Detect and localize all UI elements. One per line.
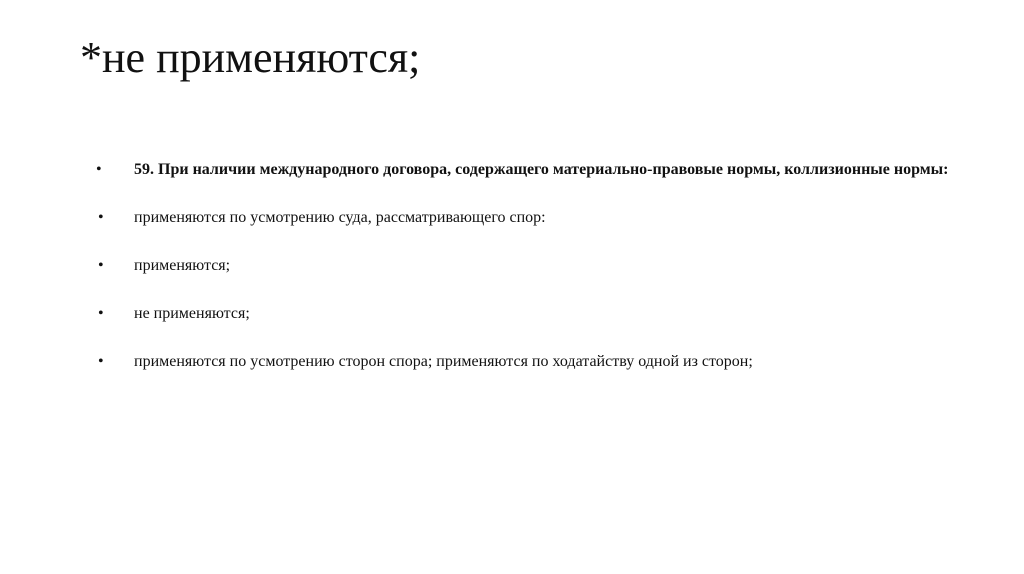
list-item [96,347,973,376]
bullet-icon: • [98,353,104,370]
option-text: применяются по усмотрению сторон спора; применяются по ходатайству одной из сторон; [134,353,753,370]
bullet-icon: • [98,257,104,274]
bullet-icon: • [96,161,102,178]
slide-title: *не применяются; [80,33,421,82]
question-item [96,155,973,184]
option-text: применяются по усмотрению суда, рассматривающего спор: [134,209,546,226]
option-text: применяются; [134,257,231,274]
list-item [96,299,973,328]
list-item [96,251,973,280]
bullet-icon: • [98,305,104,322]
bullet-icon: • [98,209,104,226]
list-item [96,203,973,232]
option-text: не применяются; [134,305,250,322]
bullet-list [96,155,973,376]
question-text: 59. При наличии международного договора, содержащего материально-правовые нормы, коллизионные нормы: [134,161,949,178]
